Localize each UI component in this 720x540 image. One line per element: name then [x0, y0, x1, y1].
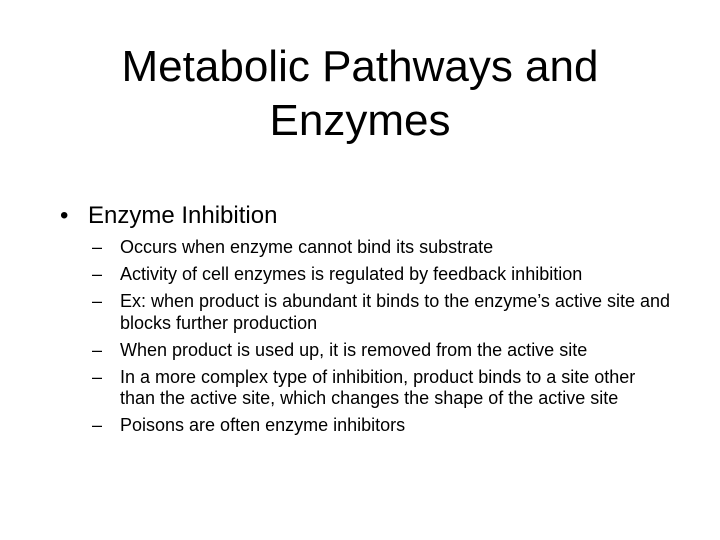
- dash-marker: –: [92, 237, 103, 257]
- sub-bullet-item: [92, 264, 672, 286]
- dash-marker: –: [92, 366, 103, 387]
- sub-bullet-item: [92, 367, 672, 410]
- slide-title: [60, 40, 660, 148]
- sub-bullet-item: [92, 291, 672, 334]
- dash-marker: –: [92, 339, 103, 360]
- sub-bullet-text: Activity of cell enzymes is regulated by feedback inhibition: [120, 264, 583, 284]
- bullet-text: Enzyme Inhibition: [88, 202, 278, 229]
- sub-bullet-text: Poisons are often enzyme inhibitors: [120, 415, 406, 435]
- slide-title-line-2: Enzymes: [269, 96, 451, 145]
- bullet-enzyme-inhibition: [60, 200, 277, 232]
- sub-bullet-item: [92, 340, 672, 362]
- sub-bullet-text: Ex: when product is abundant it binds to the enzyme’s active site and blocks further production: [120, 291, 670, 333]
- sub-bullet-text: In a more complex type of inhibition, product binds to a site other than the active site, which changes the shape of the active site: [120, 366, 636, 408]
- slide-title-line-1: Metabolic Pathways and: [121, 42, 599, 91]
- dash-marker: –: [92, 415, 103, 435]
- sub-bullet-item: [92, 237, 672, 259]
- bullet-marker: •: [60, 202, 69, 229]
- sub-bullet-item: [92, 415, 672, 437]
- sub-bullet-list: [92, 237, 672, 442]
- dash-marker: –: [92, 291, 103, 311]
- sub-bullet-text: Occurs when enzyme cannot bind its substrate: [120, 237, 494, 257]
- sub-bullet-text: When product is used up, it is removed from the active site: [120, 339, 588, 360]
- dash-marker: –: [92, 264, 103, 284]
